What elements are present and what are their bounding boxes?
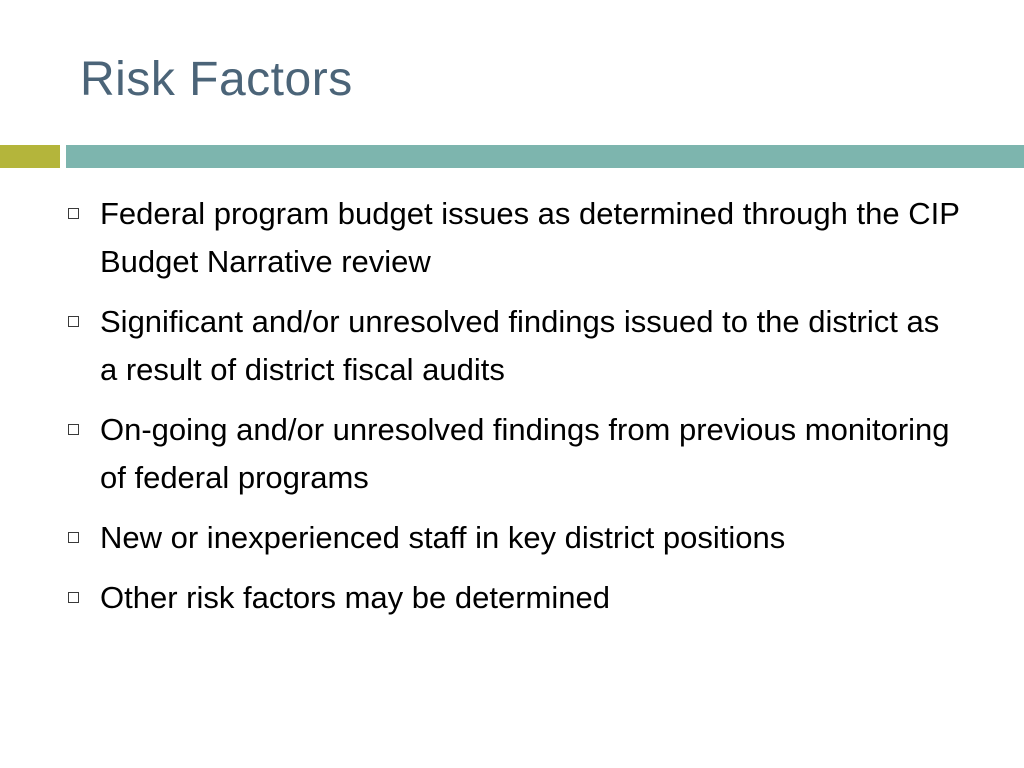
slide-title: Risk Factors [80,53,353,106]
hollow-square-icon [68,208,79,219]
bullet-item [64,406,964,502]
bullet-item [64,514,964,562]
bullet-text: Federal program budget issues as determined through the CIP Budget Narrative review [100,196,960,279]
bullet-text: On-going and/or unresolved findings from previous monitoring of federal programs [100,412,950,495]
accent-bar-right [66,145,1024,168]
hollow-square-icon [68,316,79,327]
bullet-item [64,574,964,622]
bullet-text: Other risk factors may be determined [100,580,610,615]
hollow-square-icon [68,532,79,543]
hollow-square-icon [68,592,79,603]
bullet-list [64,190,964,634]
bullet-item [64,298,964,394]
bullet-item [64,190,964,286]
hollow-square-icon [68,424,79,435]
accent-bar-left [0,145,60,168]
bullet-text: New or inexperienced staff in key district positions [100,520,786,555]
bullet-text: Significant and/or unresolved findings issued to the district as a result of district fiscal audits [100,304,940,387]
